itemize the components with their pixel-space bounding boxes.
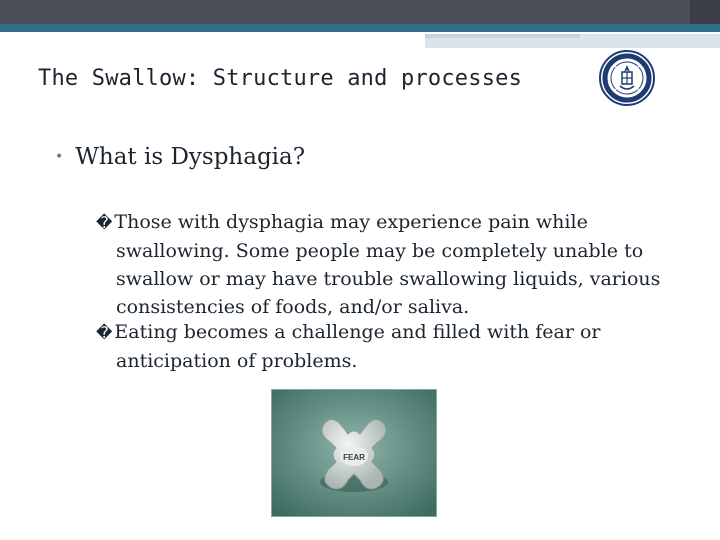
fear-label: FEAR [343, 453, 365, 462]
sub-bullet-line: swallowing. Some people may be completely unable to [116, 240, 644, 262]
sub-bullet-1 [96, 208, 676, 321]
slide-title: The Swallow: Structure and processes [38, 66, 523, 91]
bullet-item [55, 144, 305, 170]
header-bar [0, 0, 720, 24]
header-bar-corner [690, 0, 720, 24]
decor-strip [425, 38, 720, 48]
sub-bullet-line: anticipation of problems. [116, 350, 358, 372]
fear-faucet-image [271, 389, 437, 517]
sub-bullet-text: Eating becomes a challenge and filled with fear or [114, 321, 601, 343]
sub-bullet-line [96, 318, 676, 347]
sub-bullet-line [96, 208, 676, 237]
sub-bullet-marker: � [96, 213, 113, 232]
bullet-text: What is Dysphagia? [75, 144, 306, 170]
sub-bullet-text: Those with dysphagia may experience pain while [114, 211, 588, 233]
sub-bullet-2 [96, 318, 676, 375]
university-seal-logo [599, 50, 655, 106]
sub-bullet-line: consistencies of foods, and/or saliva. [116, 296, 470, 318]
bullet-dot-icon: • [55, 149, 64, 165]
sub-bullet-marker: � [96, 323, 113, 342]
accent-strip [0, 24, 720, 32]
sub-bullet-line: swallow or may have trouble swallowing liquids, various [116, 268, 661, 290]
